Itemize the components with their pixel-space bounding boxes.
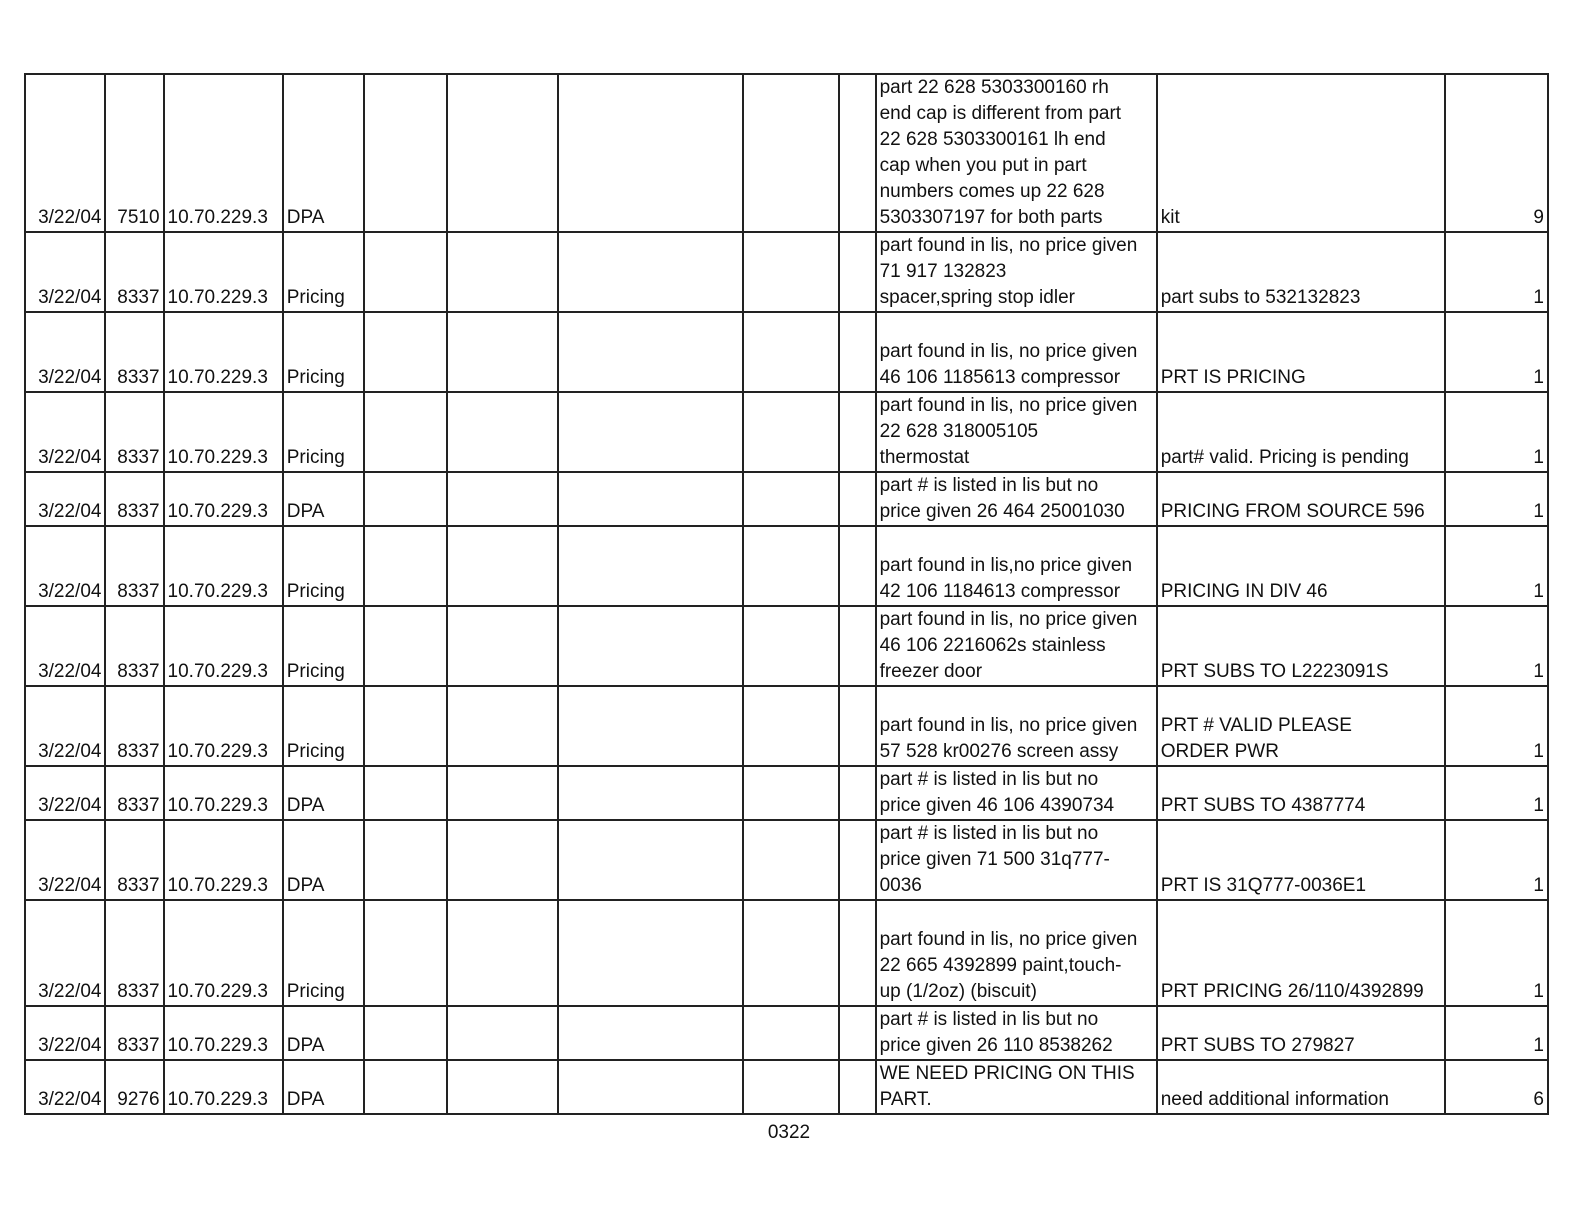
ip-address-cell: 10.70.229.3 xyxy=(164,312,283,392)
type-cell: DPA xyxy=(283,1006,364,1060)
count-cell: 1 xyxy=(1445,232,1548,312)
empty-cell xyxy=(839,820,876,900)
type-cell: DPA xyxy=(283,766,364,820)
response-cell xyxy=(1157,74,1445,232)
table-row xyxy=(25,1060,1548,1114)
response-line: PRT IS PRICING xyxy=(1160,367,1306,388)
description-cell xyxy=(876,1060,1157,1114)
empty-cell xyxy=(364,312,447,392)
empty-cell xyxy=(447,232,558,312)
description-line: part # is listed in lis but no xyxy=(879,1009,1099,1030)
empty-cell xyxy=(558,820,743,900)
type-cell: Pricing xyxy=(283,232,364,312)
id-cell: 8337 xyxy=(105,526,163,606)
response-cell xyxy=(1157,232,1445,312)
response-cell xyxy=(1157,472,1445,526)
empty-cell xyxy=(364,766,447,820)
empty-cell xyxy=(839,526,876,606)
empty-cell xyxy=(839,900,876,1006)
response-cell xyxy=(1157,1006,1445,1060)
description-line: price given 26 110 8538262 xyxy=(879,1035,1113,1056)
description-cell xyxy=(876,900,1157,1006)
description-line: 46 106 2216062s stainless xyxy=(879,635,1106,656)
empty-cell xyxy=(364,74,447,232)
empty-cell xyxy=(743,1006,839,1060)
response-line: PRT SUBS TO L2223091S xyxy=(1160,661,1389,682)
empty-cell xyxy=(558,1060,743,1114)
empty-cell xyxy=(447,312,558,392)
type-cell: Pricing xyxy=(283,392,364,472)
ip-address-cell: 10.70.229.3 xyxy=(164,74,283,232)
type-cell: Pricing xyxy=(283,686,364,766)
empty-cell xyxy=(558,526,743,606)
type-cell: Pricing xyxy=(283,900,364,1006)
description-line: price given 71 500 31q777- xyxy=(879,849,1110,870)
description-line xyxy=(880,901,1153,927)
type-cell: DPA xyxy=(283,472,364,526)
response-line: need additional information xyxy=(1160,1089,1389,1110)
empty-cell xyxy=(743,392,839,472)
type-cell: DPA xyxy=(283,74,364,232)
empty-cell xyxy=(839,392,876,472)
description-cell xyxy=(876,1006,1157,1060)
description-line: price given 26 464 25001030 xyxy=(879,501,1125,522)
description-line: part found in lis, no price given xyxy=(879,341,1138,362)
empty-cell xyxy=(364,900,447,1006)
description-cell xyxy=(876,312,1157,392)
ip-address-cell: 10.70.229.3 xyxy=(164,606,283,686)
description-cell xyxy=(876,766,1157,820)
description-line: part found in lis, no price given xyxy=(879,235,1138,256)
date-cell: 3/22/04 xyxy=(25,232,105,312)
empty-cell xyxy=(743,1060,839,1114)
id-cell: 8337 xyxy=(105,472,163,526)
table-row xyxy=(25,312,1548,392)
ip-address-cell: 10.70.229.3 xyxy=(164,900,283,1006)
description-cell xyxy=(876,686,1157,766)
response-line: PRT # VALID PLEASE xyxy=(1160,715,1352,736)
response-cell xyxy=(1157,1060,1445,1114)
response-line: PRT SUBS TO 4387774 xyxy=(1160,795,1366,816)
count-cell: 6 xyxy=(1445,1060,1548,1114)
empty-cell xyxy=(447,472,558,526)
table-row xyxy=(25,1006,1548,1060)
empty-cell xyxy=(558,472,743,526)
response-cell xyxy=(1157,766,1445,820)
count-cell: 1 xyxy=(1445,686,1548,766)
ip-address-cell: 10.70.229.3 xyxy=(164,686,283,766)
date-cell: 3/22/04 xyxy=(25,900,105,1006)
id-cell: 8337 xyxy=(105,606,163,686)
empty-cell xyxy=(364,526,447,606)
response-line: part subs to 532132823 xyxy=(1160,287,1361,308)
response-line: kit xyxy=(1160,207,1180,228)
empty-cell xyxy=(447,1060,558,1114)
date-cell: 3/22/04 xyxy=(25,820,105,900)
description-cell xyxy=(876,74,1157,232)
description-line xyxy=(880,527,1153,553)
ip-address-cell: 10.70.229.3 xyxy=(164,232,283,312)
empty-cell xyxy=(447,686,558,766)
count-cell: 9 xyxy=(1445,74,1548,232)
response-line: PRT PRICING 26/110/4392899 xyxy=(1160,981,1424,1002)
response-cell xyxy=(1157,686,1445,766)
type-cell: Pricing xyxy=(283,526,364,606)
empty-cell xyxy=(743,526,839,606)
table-row xyxy=(25,766,1548,820)
description-line: part # is listed in lis but no xyxy=(879,769,1099,790)
description-line: end cap is different from part xyxy=(879,103,1122,124)
id-cell: 7510 xyxy=(105,74,163,232)
id-cell: 8337 xyxy=(105,766,163,820)
description-cell xyxy=(876,472,1157,526)
description-line: 0036 xyxy=(879,875,922,896)
empty-cell xyxy=(558,606,743,686)
date-cell: 3/22/04 xyxy=(25,1060,105,1114)
table-row xyxy=(25,74,1548,232)
count-cell: 1 xyxy=(1445,900,1548,1006)
count-cell: 1 xyxy=(1445,820,1548,900)
date-cell: 3/22/04 xyxy=(25,312,105,392)
empty-cell xyxy=(743,312,839,392)
empty-cell xyxy=(558,766,743,820)
description-line: WE NEED PRICING ON THIS xyxy=(879,1063,1135,1084)
response-cell xyxy=(1157,526,1445,606)
description-line: part found in lis, no price given xyxy=(879,715,1138,736)
response-cell xyxy=(1157,900,1445,1006)
type-cell: DPA xyxy=(283,820,364,900)
empty-cell xyxy=(839,1006,876,1060)
description-line: numbers comes up 22 628 xyxy=(879,181,1105,202)
id-cell: 8337 xyxy=(105,1006,163,1060)
response-line: PRT SUBS TO 279827 xyxy=(1160,1035,1355,1056)
empty-cell xyxy=(743,686,839,766)
date-cell: 3/22/04 xyxy=(25,686,105,766)
response-line: PRICING FROM SOURCE 596 xyxy=(1160,501,1425,522)
count-cell: 1 xyxy=(1445,606,1548,686)
description-line: part found in lis, no price given xyxy=(879,929,1138,950)
response-cell xyxy=(1157,606,1445,686)
table-row xyxy=(25,820,1548,900)
description-line: part found in lis, no price given xyxy=(879,395,1138,416)
empty-cell xyxy=(839,74,876,232)
empty-cell xyxy=(743,232,839,312)
description-line: part found in lis,no price given xyxy=(879,555,1133,576)
description-line xyxy=(880,313,1153,339)
date-cell: 3/22/04 xyxy=(25,472,105,526)
date-cell: 3/22/04 xyxy=(25,74,105,232)
description-line: 5303307197 for both parts xyxy=(879,207,1103,228)
empty-cell xyxy=(743,820,839,900)
ip-address-cell: 10.70.229.3 xyxy=(164,820,283,900)
description-line: 46 106 1185613 compressor xyxy=(879,367,1121,388)
empty-cell xyxy=(743,74,839,232)
description-line xyxy=(880,687,1153,713)
empty-cell xyxy=(364,232,447,312)
description-line: PART. xyxy=(879,1089,932,1110)
ip-address-cell: 10.70.229.3 xyxy=(164,1006,283,1060)
description-line: part found in lis, no price given xyxy=(879,609,1138,630)
empty-cell xyxy=(558,232,743,312)
id-cell: 8337 xyxy=(105,232,163,312)
ip-address-cell: 10.70.229.3 xyxy=(164,526,283,606)
empty-cell xyxy=(558,74,743,232)
empty-cell xyxy=(447,392,558,472)
ip-address-cell: 10.70.229.3 xyxy=(164,1060,283,1114)
response-line: PRICING IN DIV 46 xyxy=(1160,581,1328,602)
empty-cell xyxy=(447,820,558,900)
empty-cell xyxy=(743,900,839,1006)
type-cell: Pricing xyxy=(283,606,364,686)
description-line: part # is listed in lis but no xyxy=(879,475,1099,496)
empty-cell xyxy=(447,766,558,820)
empty-cell xyxy=(447,1006,558,1060)
empty-cell xyxy=(364,1006,447,1060)
description-line: 22 628 318005105 xyxy=(879,421,1039,442)
table-row xyxy=(25,232,1548,312)
empty-cell xyxy=(364,392,447,472)
response-line: ORDER PWR xyxy=(1160,741,1279,762)
description-line: up (1/2oz) (biscuit) xyxy=(879,981,1037,1002)
empty-cell xyxy=(743,472,839,526)
description-line: spacer,spring stop idler xyxy=(879,287,1075,308)
description-line: 22 665 4392899 paint,touch- xyxy=(879,955,1122,976)
page-number: 0322 xyxy=(767,1122,811,1143)
description-line: 42 106 1184613 compressor xyxy=(879,581,1121,602)
response-cell xyxy=(1157,392,1445,472)
empty-cell xyxy=(447,900,558,1006)
response-cell xyxy=(1157,820,1445,900)
description-line: 57 528 kr00276 screen assy xyxy=(879,741,1119,762)
table-row xyxy=(25,526,1548,606)
empty-cell xyxy=(558,900,743,1006)
id-cell: 8337 xyxy=(105,392,163,472)
empty-cell xyxy=(447,74,558,232)
description-line: cap when you put in part xyxy=(879,155,1087,176)
ip-address-cell: 10.70.229.3 xyxy=(164,392,283,472)
response-line: part# valid. Pricing is pending xyxy=(1160,447,1409,468)
empty-cell xyxy=(364,820,447,900)
ip-address-cell: 10.70.229.3 xyxy=(164,472,283,526)
id-cell: 9276 xyxy=(105,1060,163,1114)
request-log-table xyxy=(24,73,1549,1115)
table-row xyxy=(25,686,1548,766)
date-cell: 3/22/04 xyxy=(25,766,105,820)
date-cell: 3/22/04 xyxy=(25,526,105,606)
description-cell xyxy=(876,392,1157,472)
date-cell: 3/22/04 xyxy=(25,392,105,472)
description-line: price given 46 106 4390734 xyxy=(879,795,1115,816)
empty-cell xyxy=(558,392,743,472)
id-cell: 8337 xyxy=(105,312,163,392)
empty-cell xyxy=(558,1006,743,1060)
response-line: PRT IS 31Q777-0036E1 xyxy=(1160,875,1367,896)
empty-cell xyxy=(447,526,558,606)
count-cell: 1 xyxy=(1445,526,1548,606)
empty-cell xyxy=(364,606,447,686)
empty-cell xyxy=(743,766,839,820)
count-cell: 1 xyxy=(1445,392,1548,472)
empty-cell xyxy=(839,686,876,766)
count-cell: 1 xyxy=(1445,312,1548,392)
empty-cell xyxy=(839,472,876,526)
description-cell xyxy=(876,232,1157,312)
count-cell: 1 xyxy=(1445,766,1548,820)
count-cell: 1 xyxy=(1445,1006,1548,1060)
empty-cell xyxy=(839,606,876,686)
date-cell: 3/22/04 xyxy=(25,606,105,686)
description-line: part # is listed in lis but no xyxy=(879,823,1099,844)
description-line: part 22 628 5303300160 rh xyxy=(879,77,1109,98)
date-cell: 3/22/04 xyxy=(25,1006,105,1060)
empty-cell xyxy=(558,312,743,392)
empty-cell xyxy=(839,766,876,820)
empty-cell xyxy=(364,1060,447,1114)
table-row xyxy=(25,606,1548,686)
type-cell: Pricing xyxy=(283,312,364,392)
empty-cell xyxy=(839,232,876,312)
empty-cell xyxy=(447,606,558,686)
id-cell: 8337 xyxy=(105,820,163,900)
response-cell xyxy=(1157,312,1445,392)
empty-cell xyxy=(558,686,743,766)
description-line: freezer door xyxy=(879,661,983,682)
count-cell: 1 xyxy=(1445,472,1548,526)
type-cell: DPA xyxy=(283,1060,364,1114)
ip-address-cell: 10.70.229.3 xyxy=(164,766,283,820)
empty-cell xyxy=(839,1060,876,1114)
table-row xyxy=(25,472,1548,526)
empty-cell xyxy=(364,472,447,526)
empty-cell xyxy=(839,312,876,392)
description-cell xyxy=(876,606,1157,686)
description-cell xyxy=(876,526,1157,606)
table-row xyxy=(25,900,1548,1006)
table-body xyxy=(25,74,1548,1114)
id-cell: 8337 xyxy=(105,686,163,766)
empty-cell xyxy=(743,606,839,686)
table-row xyxy=(25,392,1548,472)
description-line: thermostat xyxy=(879,447,970,468)
empty-cell xyxy=(364,686,447,766)
description-line: 22 628 5303300161 lh end xyxy=(879,129,1106,150)
description-line: 71 917 132823 xyxy=(879,261,1007,282)
description-cell xyxy=(876,820,1157,900)
id-cell: 8337 xyxy=(105,900,163,1006)
